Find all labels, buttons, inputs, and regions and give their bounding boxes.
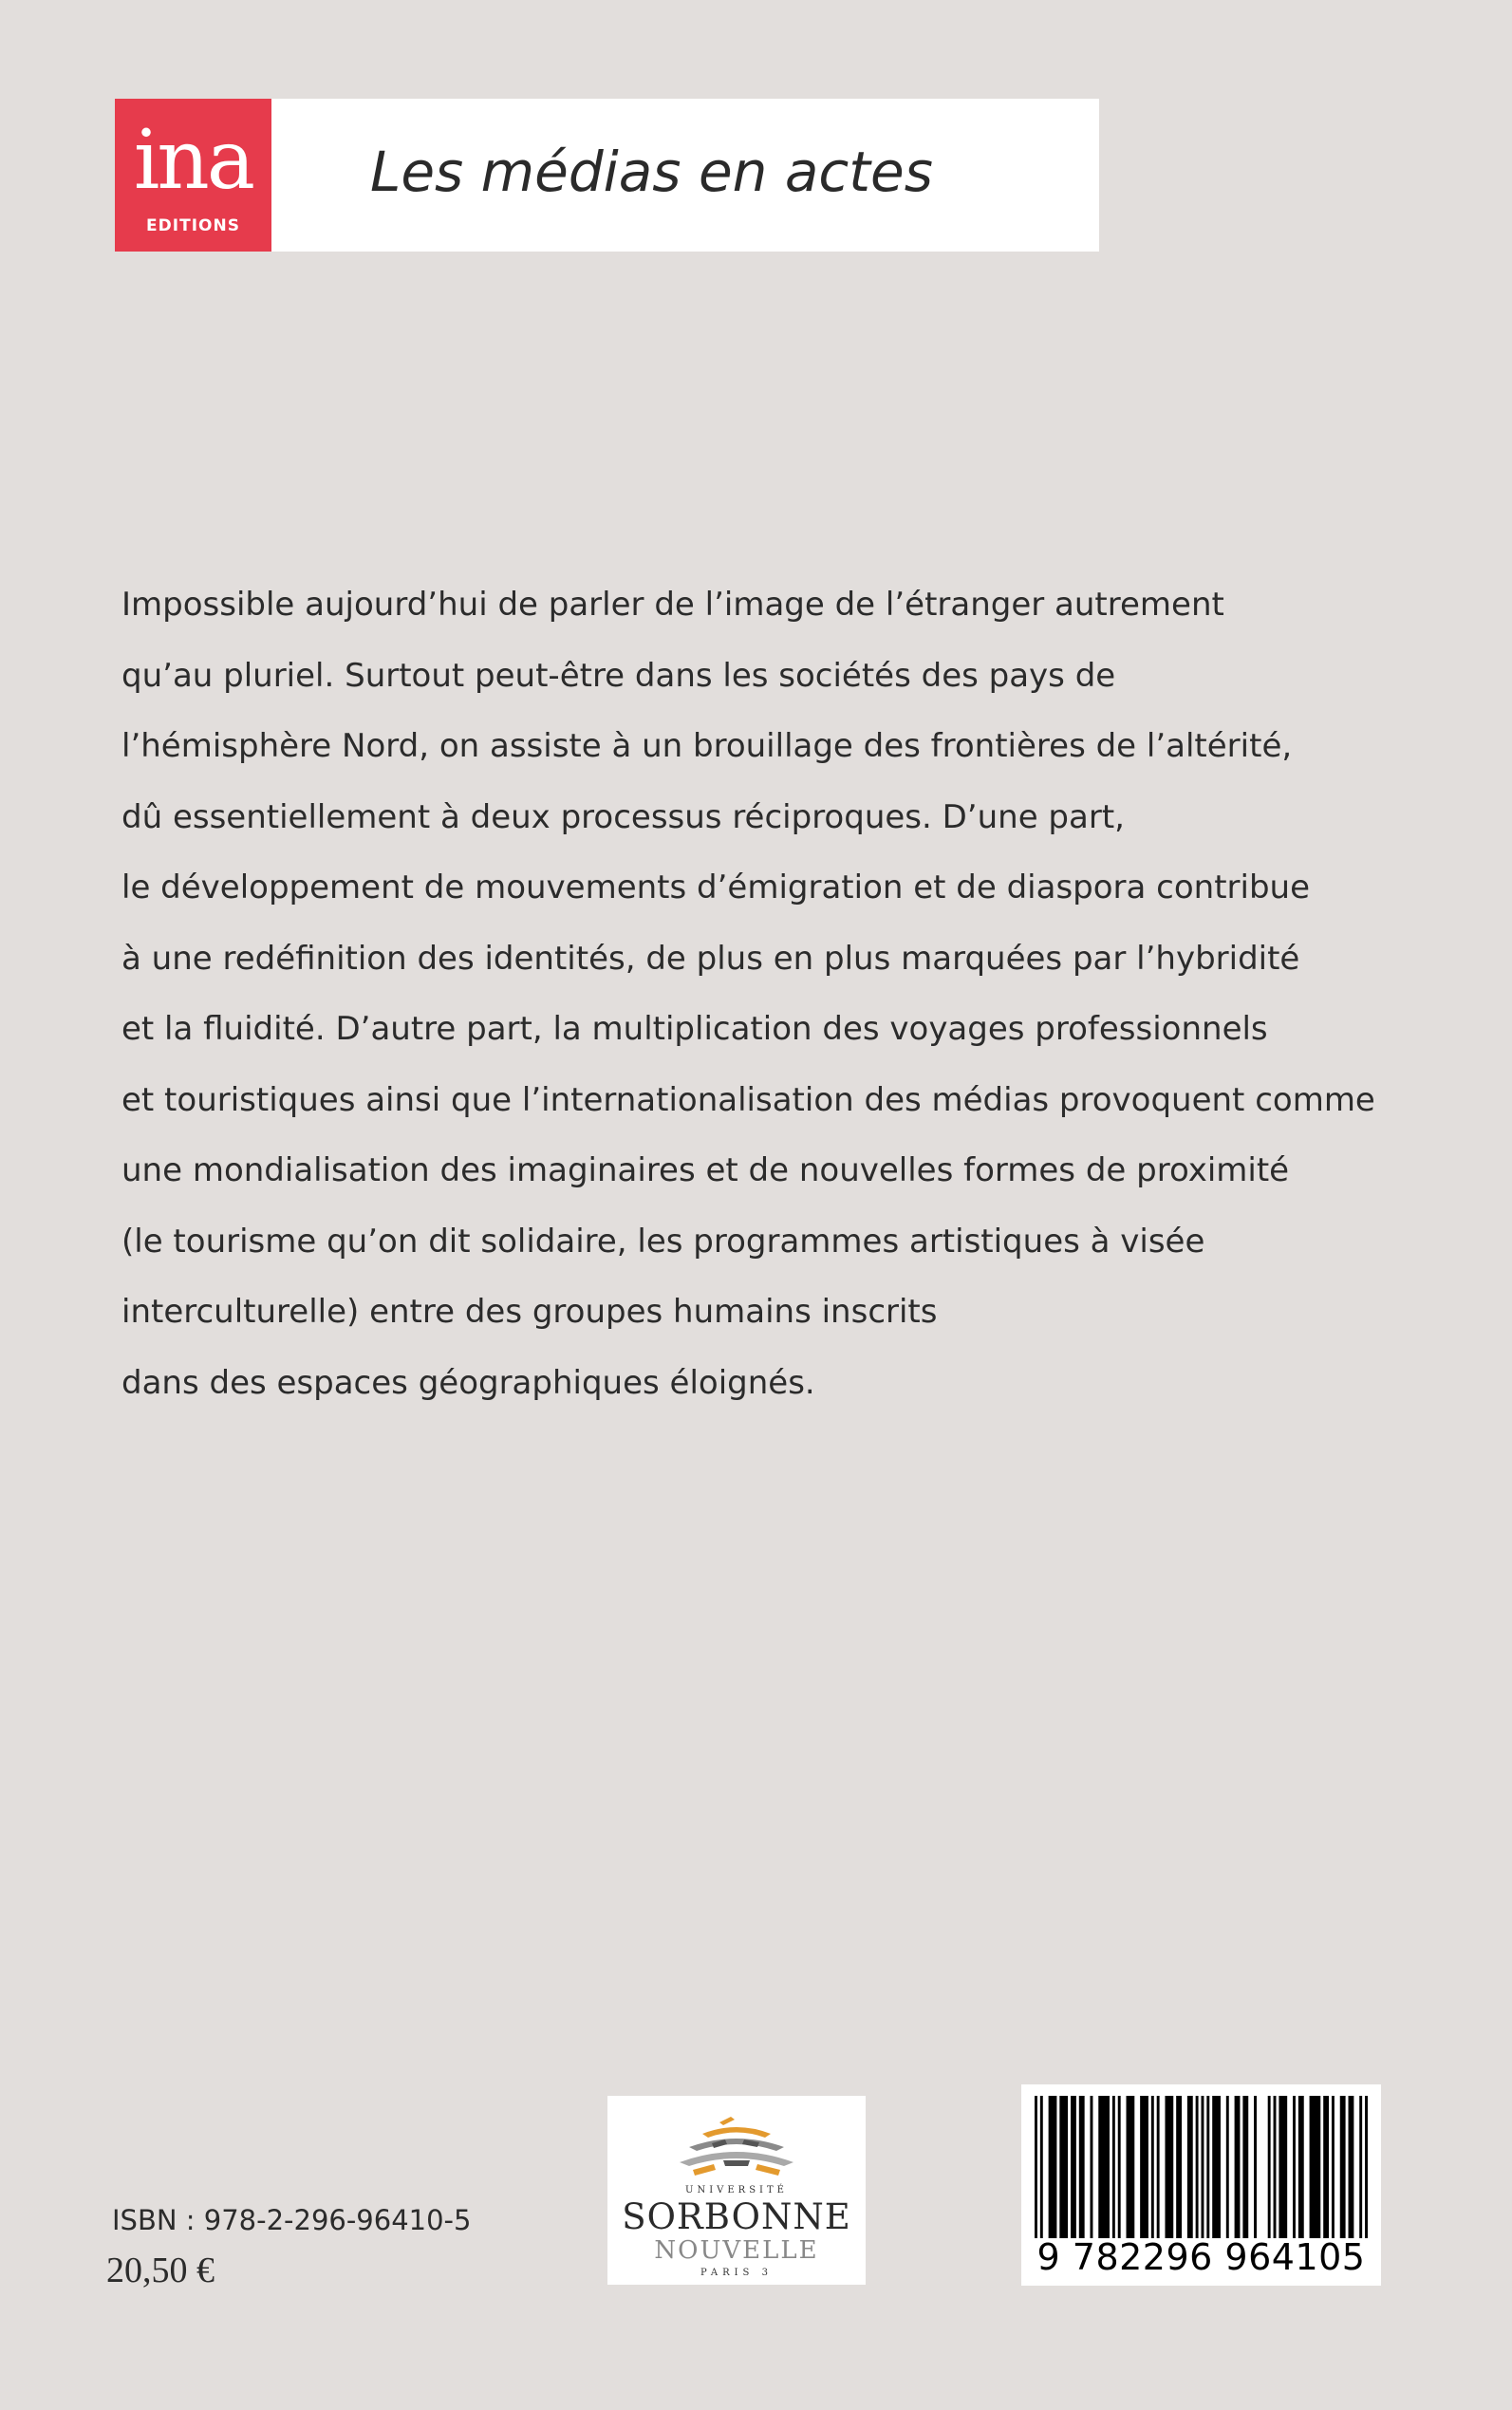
barcode-bar	[1049, 2096, 1057, 2238]
blurb-line: dû essentiellement à deux processus réciproques. D’une part,	[121, 797, 1125, 836]
barcode-bar	[1040, 2096, 1043, 2238]
barcode-bar	[1151, 2096, 1154, 2238]
barcode-digits: 9 782296 964105	[1036, 2236, 1366, 2278]
barcode-bar	[1157, 2096, 1160, 2238]
blurb-line: l’hémisphère Nord, on assiste à un brouillage des frontières de l’altérité,	[121, 727, 1293, 765]
barcode-bar	[1165, 2096, 1173, 2238]
barcode-bar	[1279, 2096, 1287, 2238]
sorbonne-nouvelle-label: NOUVELLE	[654, 2236, 819, 2265]
blurb-line: interculturelle) entre des groupes humains inscrits	[121, 1293, 938, 1331]
price: 20,50 €	[106, 2251, 215, 2290]
sorbonne-emblem-icon	[664, 2113, 809, 2185]
barcode-bar	[1235, 2096, 1241, 2238]
ina-wordmark: ina	[133, 113, 253, 208]
barcode-bar	[1035, 2096, 1037, 2238]
sorbonne-name: SORBONNE	[622, 2196, 851, 2237]
blurb-line: à une redéfinition des identités, de plus en plus marquées par l’hybridité	[121, 939, 1300, 978]
barcode-bar	[1226, 2096, 1229, 2238]
sorbonne-paris-label: PARIS 3	[700, 2268, 773, 2278]
barcode-bar	[1365, 2096, 1368, 2238]
barcode-bar	[1274, 2096, 1277, 2238]
barcode-bar	[1332, 2096, 1335, 2238]
barcode-bar	[1079, 2096, 1085, 2238]
barcode-bar	[1268, 2096, 1271, 2238]
blurb-line: (le tourisme qu’on dit solidaire, les programmes artistiques à visée	[121, 1222, 1205, 1261]
barcode-bar	[1176, 2096, 1182, 2238]
barcode-bar	[1118, 2096, 1121, 2238]
barcode-bar	[1212, 2096, 1221, 2238]
barcode-bar	[1059, 2096, 1068, 2238]
ean-barcode	[1021, 2084, 1381, 2286]
barcode-bar	[1310, 2096, 1321, 2238]
sorbonne-universite-label: UNIVERSITÉ	[685, 2185, 788, 2195]
back-cover-blurb	[121, 570, 1375, 1418]
barcode-bar	[1098, 2096, 1110, 2238]
blurb-line: une mondialisation des imaginaires et de nouvelles formes de proximité	[121, 1151, 1290, 1189]
barcode-bar	[1323, 2096, 1329, 2238]
ina-editions-label: EDITIONS	[146, 216, 240, 235]
barcode-bars	[1035, 2096, 1368, 2238]
barcode-bar	[1140, 2096, 1148, 2238]
barcode-bar	[1112, 2096, 1115, 2238]
barcode-bar	[1206, 2096, 1209, 2238]
barcode-bar	[1349, 2096, 1354, 2238]
barcode-bar	[1242, 2096, 1248, 2238]
barcode-bar	[1127, 2096, 1135, 2238]
barcode-bar	[1091, 2096, 1093, 2238]
blurb-line: le développement de mouvements d’émigration et de diaspora contribue	[121, 869, 1311, 906]
barcode-bar	[1196, 2096, 1199, 2238]
blurb-line: et touristiques ainsi que l’internationalisation des médias provoquent comme	[121, 1080, 1375, 1119]
isbn: ISBN : 978-2-296-96410-5	[112, 2204, 472, 2236]
barcode-bar	[1254, 2096, 1257, 2238]
barcode-bar	[1202, 2096, 1204, 2238]
barcode-bar	[1071, 2096, 1076, 2238]
blurb-line: Impossible aujourd’hui de parler de l’image de l’étranger autrement	[121, 586, 1224, 624]
barcode-bar	[1298, 2096, 1304, 2238]
sorbonne-nouvelle-logo	[607, 2096, 866, 2285]
barcode-bar	[1293, 2096, 1296, 2238]
series-title: Les médias en actes	[370, 140, 933, 204]
ina-editions-logo	[115, 99, 271, 252]
blurb-line: qu’au pluriel. Surtout peut-être dans les sociétés des pays de	[121, 656, 1116, 695]
barcode-bar	[1187, 2096, 1193, 2238]
barcode-bar	[1359, 2096, 1362, 2238]
blurb-line: dans des espaces géographiques éloignés.	[121, 1363, 815, 1402]
barcode-bar	[1340, 2096, 1346, 2238]
blurb-line: et la fluidité. D’autre part, la multiplication des voyages professionnels	[121, 1010, 1268, 1048]
